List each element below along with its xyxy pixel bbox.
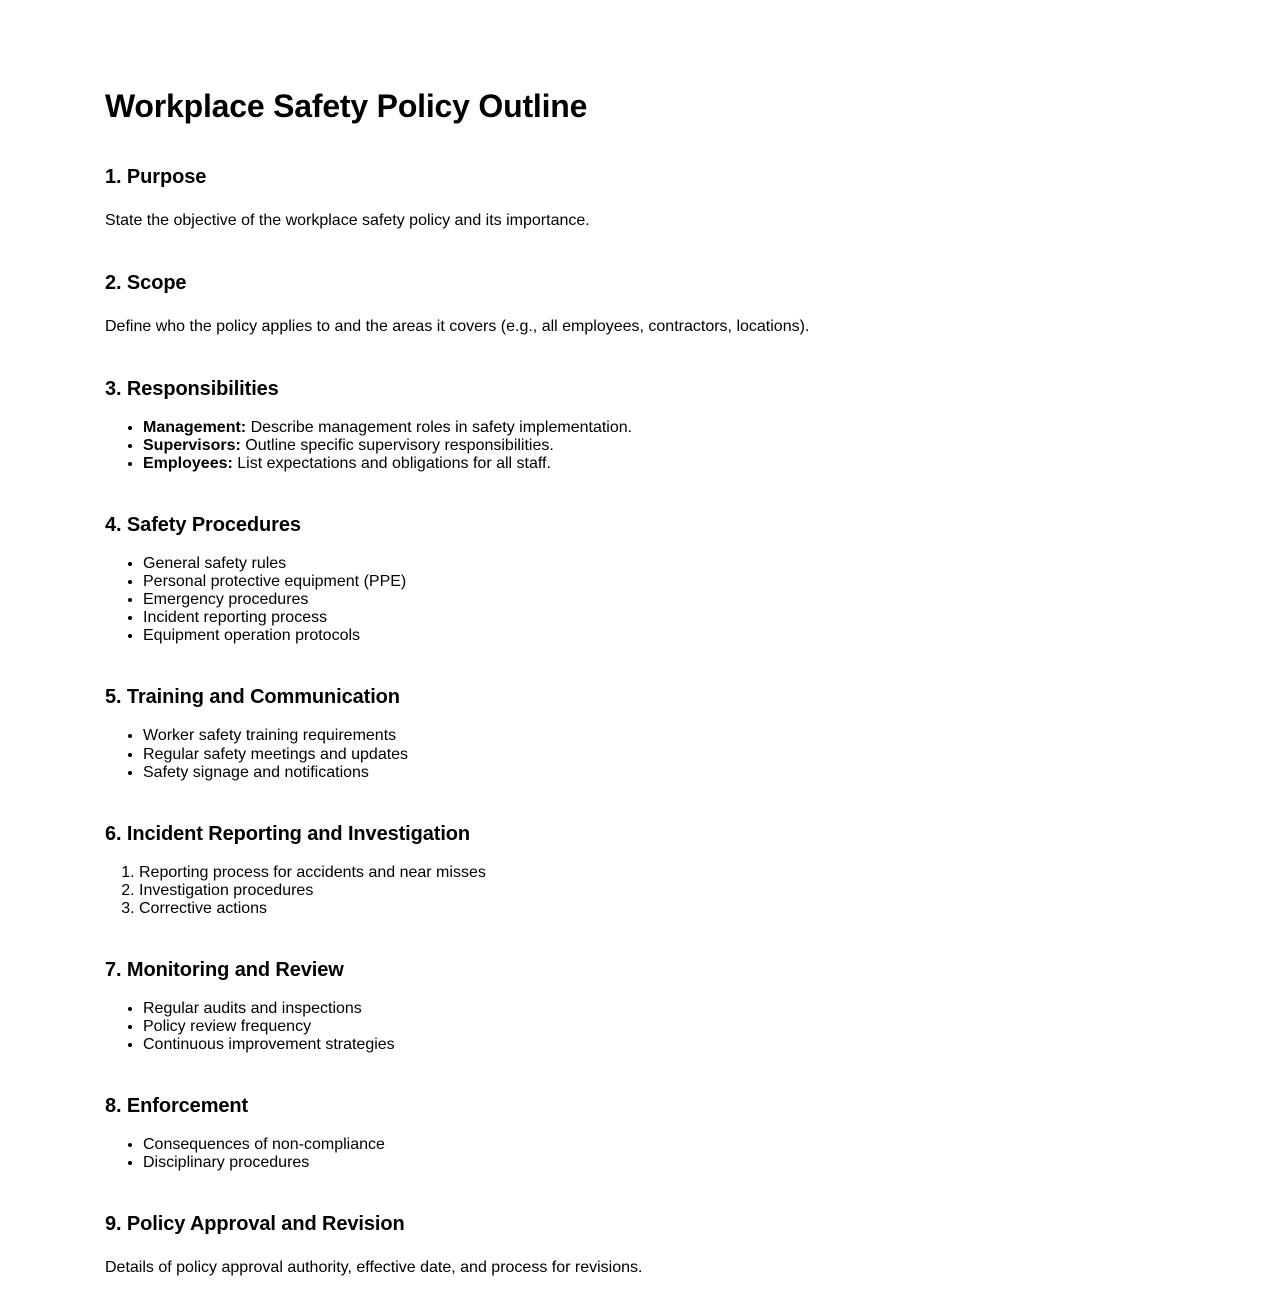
numbered-list <box>105 864 1085 918</box>
list-item-text: Disciplinary procedures <box>143 1154 310 1172</box>
section-heading: 3. Responsibilities <box>105 377 279 400</box>
bullet-list <box>105 1000 1085 1054</box>
list-item-text: Reporting process for accidents and near misses <box>139 863 486 881</box>
section-paragraph: Details of policy approval authority, effective date, and process for revisions. <box>105 1259 643 1277</box>
list-item <box>143 1154 1085 1172</box>
sections-container <box>105 165 1085 1278</box>
list-item-text: Continuous improvement strategies <box>143 1036 395 1054</box>
policy-section <box>105 1212 1085 1278</box>
list-item <box>139 882 1085 900</box>
list-item-text: Outline specific supervisory responsibilities. <box>240 436 554 454</box>
list-item <box>139 864 1085 882</box>
section-heading: 8. Enforcement <box>105 1095 249 1118</box>
list-item-text: Regular safety meetings and updates <box>143 745 409 763</box>
bullet-list <box>105 419 1085 473</box>
section-heading: 5. Training and Communication <box>105 686 400 709</box>
list-item-text: Describe management roles in safety implementation. <box>246 418 633 436</box>
list-item-text: Consequences of non-compliance <box>143 1136 385 1154</box>
list-item <box>143 455 1085 473</box>
section-heading: 7. Monitoring and Review <box>105 958 344 981</box>
list-item-text: Regular audits and inspections <box>143 999 362 1017</box>
list-item <box>139 900 1085 918</box>
policy-section <box>105 513 1085 645</box>
policy-section <box>105 271 1085 337</box>
section-heading: 6. Incident Reporting and Investigation <box>105 822 471 845</box>
list-item-text: Equipment operation protocols <box>143 627 361 645</box>
list-item <box>143 437 1085 455</box>
policy-section <box>105 958 1085 1054</box>
list-item <box>143 419 1085 437</box>
list-item-text: Personal protective equipment (PPE) <box>143 573 407 591</box>
list-item-text: Policy review frequency <box>143 1017 312 1035</box>
list-item-text: Investigation procedures <box>139 881 314 899</box>
list-item <box>143 627 1085 645</box>
list-item-text: Incident reporting process <box>143 609 328 627</box>
policy-section <box>105 685 1085 781</box>
list-item-text: List expectations and obligations for all staff. <box>232 454 551 472</box>
list-item <box>143 1000 1085 1018</box>
list-item <box>143 764 1085 782</box>
list-item-text: Safety signage and notifications <box>143 763 369 781</box>
list-item <box>143 746 1085 764</box>
section-heading: 4. Safety Procedures <box>105 514 301 537</box>
list-item <box>143 555 1085 573</box>
list-item-label: Management: <box>143 418 247 436</box>
section-heading: 1. Purpose <box>105 165 207 188</box>
list-item <box>143 1136 1085 1154</box>
bullet-list <box>105 555 1085 645</box>
bullet-list <box>105 727 1085 781</box>
list-item <box>143 1018 1085 1036</box>
list-item <box>143 573 1085 591</box>
bullet-list <box>105 1136 1085 1172</box>
section-heading: 2. Scope <box>105 271 187 294</box>
list-item-text: Worker safety training requirements <box>143 727 397 745</box>
policy-section <box>105 377 1085 473</box>
list-item <box>143 591 1085 609</box>
list-item-text: Emergency procedures <box>143 591 309 609</box>
section-paragraph: Define who the policy applies to and the areas it covers (e.g., all employees, contractors, locations). <box>105 317 810 335</box>
list-item-text: Corrective actions <box>139 899 268 917</box>
list-item-label: Supervisors: <box>143 436 241 454</box>
section-paragraph: State the objective of the workplace safety policy and its importance. <box>105 211 590 229</box>
policy-outline-document <box>105 88 1085 1278</box>
policy-section <box>105 822 1085 918</box>
list-item <box>143 609 1085 627</box>
list-item <box>143 1036 1085 1054</box>
list-item-label: Employees: <box>143 454 233 472</box>
list-item-text: General safety rules <box>143 555 287 573</box>
section-heading: 9. Policy Approval and Revision <box>105 1213 405 1236</box>
page-title: Workplace Safety Policy Outline <box>105 88 588 124</box>
policy-section <box>105 1094 1085 1172</box>
policy-section <box>105 165 1085 231</box>
list-item <box>143 727 1085 745</box>
